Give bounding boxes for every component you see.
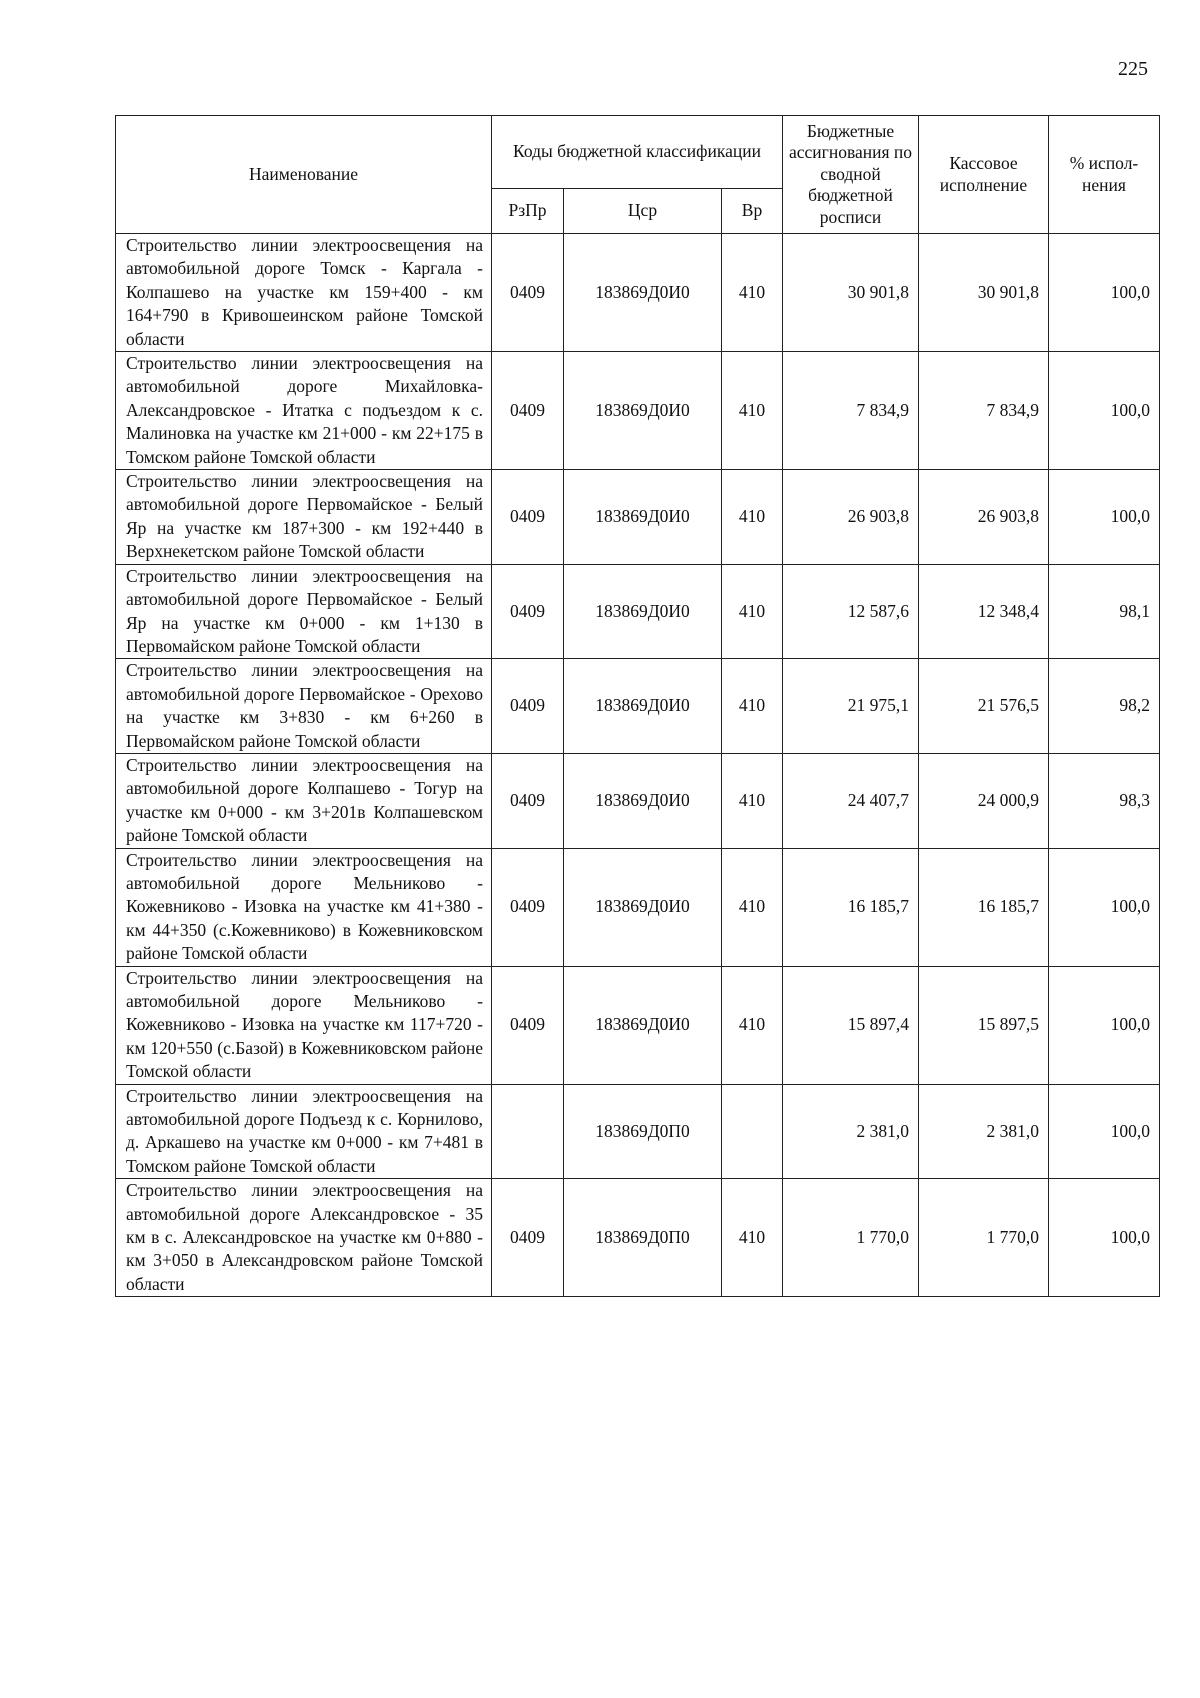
- cell-percent: 98,3: [1049, 753, 1160, 848]
- cell-name: Строительство линии электроосвещения на автомобильной дороге Александровское - 35 км в с. Александровское на участке км 0+880 - км 3+050 в Александровском районе Томской области: [116, 1179, 492, 1297]
- cell-cash: 15 897,5: [919, 966, 1049, 1084]
- header-assignments: Бюджетные ассигнования по сводной бюджетной росписи: [783, 116, 919, 234]
- cell-name: Строительство линии электроосвещения на автомобильной дороге Первомайское - Белый Яр на участке км 187+300 - км 192+440 в Верхнекетском районе Томской области: [116, 470, 492, 565]
- cell-cash: 24 000,9: [919, 753, 1049, 848]
- page-number: 225: [1118, 58, 1148, 80]
- cell-percent: 100,0: [1049, 1179, 1160, 1297]
- cell-name: Строительство линии электроосвещения на автомобильной дороге Михайловка-Александровское - Итатка с подъездом к с. Малиновка на участке км 21+000 - км 22+175 в Томском районе Томской области: [116, 352, 492, 470]
- cell-assigned: 7 834,9: [783, 352, 919, 470]
- cell-cash: 21 576,5: [919, 659, 1049, 754]
- cell-name: Строительство линии электроосвещения на автомобильной дороге Первомайское - Белый Яр на участке км 0+000 - км 1+130 в Первомайском районе Томской области: [116, 564, 492, 659]
- cell-csr: 183869Д0П0: [564, 1084, 722, 1179]
- cell-rzpr: 0409: [492, 564, 564, 659]
- cell-assigned: 16 185,7: [783, 848, 919, 966]
- cell-rzpr: 0409: [492, 753, 564, 848]
- cell-name: Строительство линии электроосвещения на автомобильной дороге Первомайское - Орехово на участке км 3+830 - км 6+260 в Первомайском районе Томской области: [116, 659, 492, 754]
- cell-cash: 16 185,7: [919, 848, 1049, 966]
- cell-cash: 30 901,8: [919, 234, 1049, 352]
- cell-csr: 183869Д0И0: [564, 753, 722, 848]
- cell-name: Строительство линии электроосвещения на автомобильной дороге Мельниково - Кожевниково - Изовка на участке км 117+720 - км 120+550 (с.Базой) в Кожевниковском районе Томской области: [116, 966, 492, 1084]
- cell-csr: 183869Д0И0: [564, 352, 722, 470]
- cell-rzpr: 0409: [492, 1179, 564, 1297]
- table-row: [116, 1179, 1160, 1297]
- table-row: [116, 234, 1160, 352]
- cell-vr: [722, 1084, 783, 1179]
- cell-assigned: 2 381,0: [783, 1084, 919, 1179]
- header-vr: Вр: [722, 189, 783, 234]
- table-row: [116, 753, 1160, 848]
- cell-assigned: 12 587,6: [783, 564, 919, 659]
- cell-vr: 410: [722, 564, 783, 659]
- cell-vr: 410: [722, 234, 783, 352]
- cell-rzpr: 0409: [492, 352, 564, 470]
- cell-percent: 98,2: [1049, 659, 1160, 754]
- table-row: [116, 848, 1160, 966]
- cell-name: Строительство линии электроосвещения на автомобильной дороге Подъезд к с. Корнилово, д. Аркашево на участке км 0+000 - км 7+481 в Томском районе Томской области: [116, 1084, 492, 1179]
- header-csr: Цср: [564, 189, 722, 234]
- table-row: [116, 564, 1160, 659]
- cell-vr: 410: [722, 352, 783, 470]
- cell-vr: 410: [722, 1179, 783, 1297]
- cell-csr: 183869Д0И0: [564, 564, 722, 659]
- cell-vr: 410: [722, 470, 783, 565]
- cell-csr: 183869Д0И0: [564, 470, 722, 565]
- header-cash-execution: Кассовое исполнение: [919, 116, 1049, 234]
- cell-assigned: 1 770,0: [783, 1179, 919, 1297]
- cell-cash: 2 381,0: [919, 1084, 1049, 1179]
- header-row: [116, 116, 1160, 189]
- cell-csr: 183869Д0И0: [564, 966, 722, 1084]
- cell-name: Строительство линии электроосвещения на автомобильной дороге Мельниково - Кожевниково - Изовка на участке км 41+380 - км 44+350 (с.Кожевниково) в Кожевниковском районе Томской области: [116, 848, 492, 966]
- budget-execution-table: [115, 115, 1160, 1297]
- cell-vr: 410: [722, 753, 783, 848]
- table-body: [116, 234, 1160, 1297]
- header-name: Наименование: [116, 116, 492, 234]
- cell-rzpr: 0409: [492, 470, 564, 565]
- cell-rzpr: 0409: [492, 659, 564, 754]
- cell-vr: 410: [722, 966, 783, 1084]
- cell-percent: 100,0: [1049, 234, 1160, 352]
- cell-percent: 100,0: [1049, 966, 1160, 1084]
- cell-cash: 7 834,9: [919, 352, 1049, 470]
- table-row: [116, 352, 1160, 470]
- cell-percent: 100,0: [1049, 848, 1160, 966]
- cell-vr: 410: [722, 848, 783, 966]
- cell-name: Строительство линии электроосвещения на автомобильной дороге Томск - Каргала - Колпашево на участке км 159+400 - км 164+790 в Кривошеинском районе Томской области: [116, 234, 492, 352]
- cell-assigned: 15 897,4: [783, 966, 919, 1084]
- cell-rzpr: 0409: [492, 966, 564, 1084]
- cell-assigned: 30 901,8: [783, 234, 919, 352]
- table-row: [116, 470, 1160, 565]
- cell-cash: 1 770,0: [919, 1179, 1049, 1297]
- table-row: [116, 966, 1160, 1084]
- cell-assigned: 21 975,1: [783, 659, 919, 754]
- cell-csr: 183869Д0И0: [564, 234, 722, 352]
- table-row: [116, 659, 1160, 754]
- cell-rzpr: 0409: [492, 848, 564, 966]
- cell-percent: 100,0: [1049, 1084, 1160, 1179]
- table-row: [116, 1084, 1160, 1179]
- cell-vr: 410: [722, 659, 783, 754]
- cell-rzpr: 0409: [492, 234, 564, 352]
- cell-cash: 12 348,4: [919, 564, 1049, 659]
- cell-name: Строительство линии электроосвещения на автомобильной дороге Колпашево - Тогур на участке км 0+000 - км 3+201в Колпашевском районе Томской области: [116, 753, 492, 848]
- cell-cash: 26 903,8: [919, 470, 1049, 565]
- cell-rzpr: [492, 1084, 564, 1179]
- cell-csr: 183869Д0И0: [564, 659, 722, 754]
- header-rzpr: РзПр: [492, 189, 564, 234]
- cell-csr: 183869Д0И0: [564, 848, 722, 966]
- header-codes-group: Коды бюджетной классификации: [492, 116, 783, 189]
- cell-percent: 98,1: [1049, 564, 1160, 659]
- cell-assigned: 24 407,7: [783, 753, 919, 848]
- header-percent: % испол-нения: [1049, 116, 1160, 234]
- cell-percent: 100,0: [1049, 470, 1160, 565]
- cell-csr: 183869Д0П0: [564, 1179, 722, 1297]
- cell-percent: 100,0: [1049, 352, 1160, 470]
- cell-assigned: 26 903,8: [783, 470, 919, 565]
